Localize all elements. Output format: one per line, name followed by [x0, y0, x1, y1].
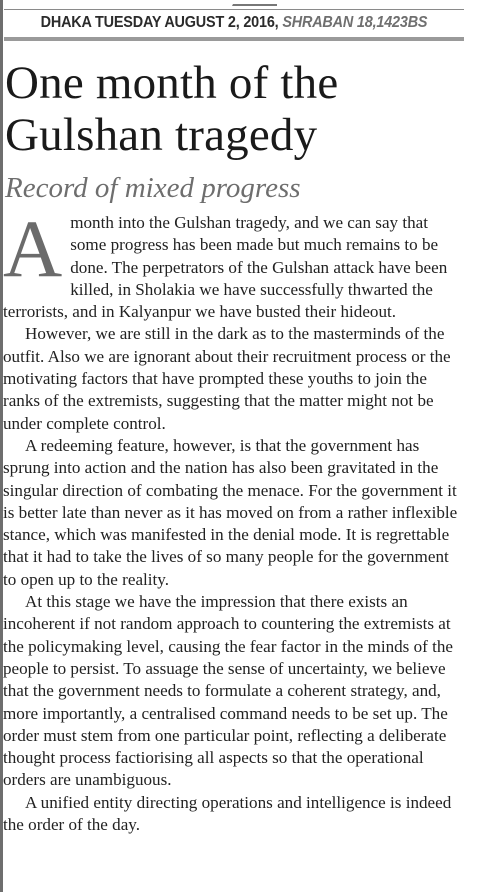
headline: One month of the Gulshan tragedy — [5, 57, 339, 161]
article-body — [3, 203, 466, 836]
dateline — [20, 14, 448, 32]
paragraph-3: A redeeming feature, however, is that the government has sprung into action and the nation has also been gravitated in the singular direction of combating the menace. For the government it is better late than never as it has moved on from a rather inflexible stance, which was manifested in the denial mode. It is regrettable that it had to take the lives of so many people for the government to open up to the reality. — [3, 435, 458, 589]
paragraph-text: month into the Gulshan tragedy, and we can say that some progress has been made but much remains to be done. The perpetrators of the Gulshan attack have been killed, in Sholakia we have successfully thwarted the terrorists, and in Kalyanpur we have busted their hideout. — [3, 213, 448, 322]
dateline-rule — [4, 37, 464, 41]
subheadline: Record of mixed progress — [5, 172, 301, 204]
paragraph-1 — [3, 203, 466, 323]
paragraph-5: A unified entity directing operations and intelligence is indeed the order of the day. — [3, 792, 452, 835]
paragraph-2: However, we are still in the dark as to the masterminds of the outfit. Also we are ignorant about their recruitment process or the motivating factors that have prompted these youths to join the ranks of the extremists, suggesting that the matter might not be under complete control. — [3, 324, 451, 433]
cropped-header-edge — [232, 0, 277, 6]
drop-cap: A — [3, 203, 63, 294]
top-rule — [4, 9, 464, 10]
dateline-date: DHAKA TUESDAY AUGUST 2, 2016, — [40, 14, 279, 31]
dateline-bangla-date: SHRABAN 18,1423BS — [282, 14, 428, 31]
paragraph-4: At this stage we have the impression that there exists an incoherent if not random approach to countering the extremists at the policymaking level, causing the fear factor in the minds of the people to persist. To assuage the sense of uncertainty, we believe that the government needs to formulate a coherent strategy, and, more importantly, a centralised command needs to be set up. The order must stem from one particular point, reflecting a deliberate thought process factiorising all aspects so that the operational orders are unambiguous. — [3, 592, 453, 790]
